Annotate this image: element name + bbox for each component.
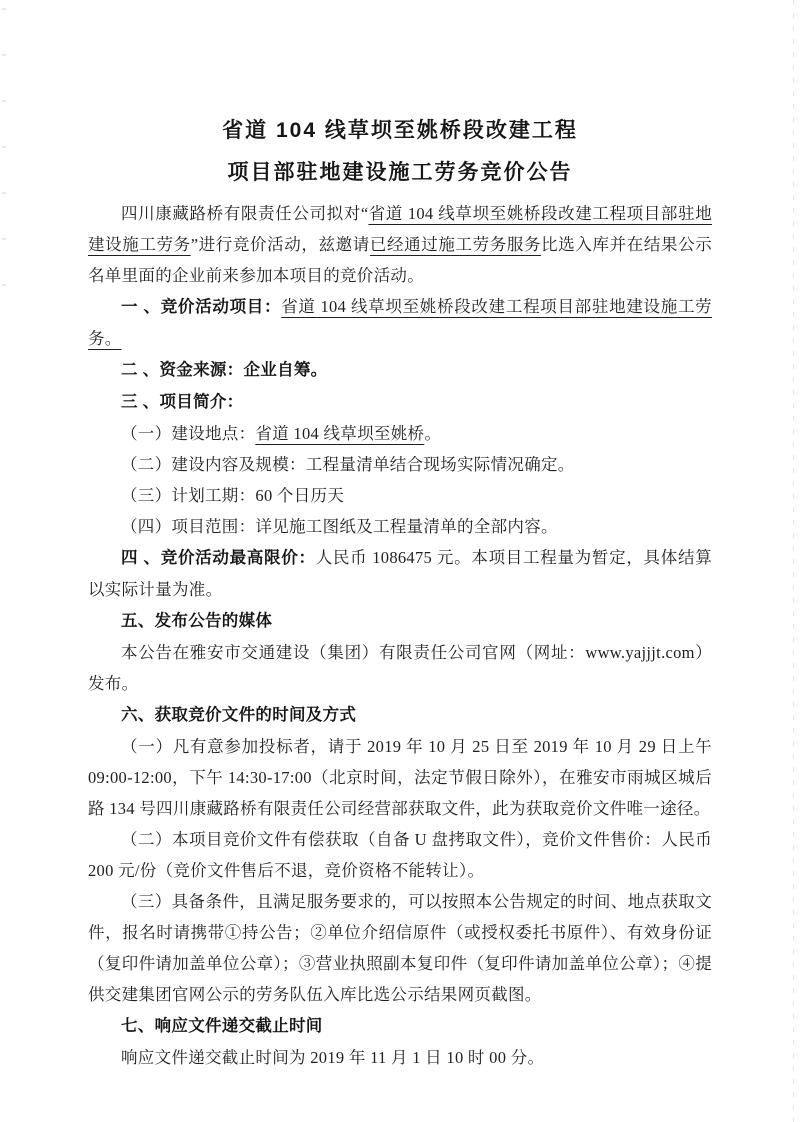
item-5-body-text: 本公告在雅安市交通建设（集团）有限责任公司官网（网址：www.yajjjt.com）发布。 [88,643,712,693]
item-6-sub-2-document-fee [88,824,712,886]
document-body [88,198,712,1073]
item-2-text: 二 、资金来源：企业自筹。 [121,361,328,379]
item-3-project-overview-heading [88,386,712,418]
item-7-body-text: 响应文件递交截止时间为 2019 年 11 月 1 日 10 时 00 分。 [121,1048,545,1067]
scope-text: （二）建设内容及规模：工程量清单结合现场实际情况确定。 [121,455,575,474]
sub-item-construction-location [88,418,712,449]
item-4-value: 人民币 1086475 元。本项目工程量为暂定，具体结算以实际计量为准。 [88,548,712,599]
item-1-label: 一 、竞价活动项目： [121,298,282,316]
intro-paragraph [88,198,712,291]
intro-underlined-project-name: 省道 104 线草坝至姚桥段改建工程项目部驻地建设施工劳务 [88,204,712,254]
sub-item-construction-scope [88,449,712,480]
item-7-deadline-heading [88,1010,712,1042]
document-title-line-1: 省道 104 线草坝至姚桥段改建工程 [222,119,578,142]
item-7-deadline-body [88,1042,712,1073]
item-6-heading-text: 六、获取竞价文件的时间及方式 [121,706,357,724]
sub-item-project-range [88,511,712,542]
document-title-line-2: 项目部驻地建设施工劳务竞价公告 [227,161,573,184]
range-text: （四）项目范围：详见施工图纸及工程量清单的全部内容。 [121,517,558,536]
duration-text: （三）计划工期：60 个日历天 [121,486,345,505]
item-7-heading-text: 七、响应文件递交截止时间 [121,1017,323,1035]
scan-artifact-right-edge [793,0,794,1122]
sub-item-planned-duration [88,480,712,511]
item-5-heading-text: 五、发布公告的媒体 [121,612,273,630]
item-6-sub-3-registration-requirements [88,886,712,1010]
intro-text-1: 四川康藏路桥有限责任公司拟对“ [121,204,369,223]
item-1-bidding-project [88,291,712,354]
intro-text-3: 比选入库并在结果公示名单里面的企业前来参加本项目的竞价活动。 [88,235,713,285]
item-4-price-cap [88,542,712,605]
item-6-sub-3-text: （三）具备条件，且满足服务要求的，可以按照本公告规定的时间、地点获取文件，报名时请携带①持公告；②单位介绍信原件（或授权委托书原件）、有效身份证（复印件请加盖单位公章）；③营业执照副本复印件（复印件请加盖单位公章）；④提供交建集团官网公示的劳务队伍入库比选公示结果网页截图。 [88,892,712,1004]
location-value: 省道 104 线草坝至姚桥 [255,424,425,443]
location-label: （一）建设地点： [121,424,256,443]
item-5-media-body [88,637,712,699]
item-1-project-name: 省道 104 线草坝至姚桥段改建工程项目部驻地建设施工劳务。 [88,297,712,348]
item-3-heading-text: 三 、项目简介： [121,393,244,411]
item-6-sub-1-time-and-place [88,731,712,824]
item-6-sub-1-text: （一）凡有意参加投标者，请于 2019 年 10 月 25 日至 2019 年 10 月 29 日上午 09:00-12:00，下午 14:30-17:00（北京时间，法定节假日除外），在雅安市雨城区城后路 134 号四川康藏路桥有限责任公司经营部获取文件，此为获取竞价文件唯一途径。 [88,737,712,818]
item-6-sub-2-text: （二）本项目竞价文件有偿获取（自备 U 盘拷取文件），竞价文件售价：人民币 200 元/份（竞价文件售后不退，竞价资格不能转让）。 [88,830,712,880]
scan-artifact-left-specks [2,8,6,328]
item-5-media-heading [88,605,712,637]
item-2-funding-source [88,354,712,386]
location-tail: 。 [424,424,442,443]
intro-underlined-qualification: 已经通过施工劳务服务 [369,235,542,254]
item-6-document-acquisition-heading [88,699,712,731]
item-4-label: 四 、竞价活动最高限价： [121,549,316,567]
intro-text-2: ”进行竞价活动，兹邀请 [190,235,370,254]
